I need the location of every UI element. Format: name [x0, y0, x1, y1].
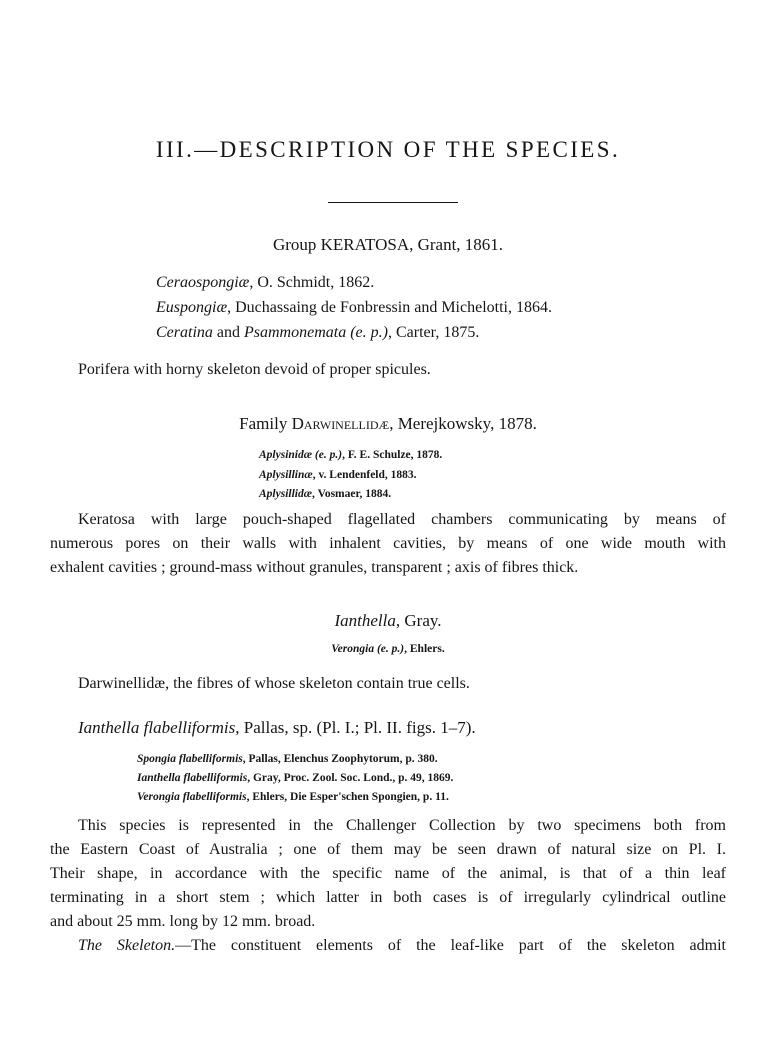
family-synonym: Aplysinidæ (e. p.), F. E. Schulze, 1878.: [259, 449, 443, 461]
species-synonym: Spongia flabelliformis, Pallas, Elenchus Zoophytorum, p. 380.: [137, 753, 438, 765]
species-description-line: and about 25 mm. long by 12 mm. broad.: [50, 913, 316, 930]
family-description-line: exhalent cavities ; ground-mass without granules, transparent ; axis of fibres thick.: [50, 559, 579, 576]
species-heading: Ianthella flabelliformis, Pallas, sp. (Pl. I.; Pl. II. figs. 1–7).: [78, 718, 476, 737]
genus-heading: Ianthella, Gray.: [334, 611, 442, 630]
genus-description: Darwinellidæ, the fibres of whose skeleton contain true cells.: [78, 675, 470, 692]
group-synonym: Ceratina and Psammonemata (e. p.), Carter, 1875.: [156, 324, 480, 341]
family-description-line: Keratosa with large pouch-shaped flagellated chambers communicating by means of: [78, 511, 726, 528]
species-description-line: Their shape, in accordance with the specific name of the animal, is that of a thin leaf: [50, 865, 726, 882]
family-synonym: Aplysillidæ, Vosmaer, 1884.: [259, 488, 392, 500]
genus-synonym: Verongia (e. p.), Ehlers.: [331, 643, 445, 655]
species-description-line: This species is represented in the Challenger Collection by two specimens both from: [78, 817, 726, 834]
family-synonym: Aplysillinæ, v. Lendenfeld, 1883.: [259, 469, 417, 481]
skeleton-paragraph: The Skeleton.—The constituent elements of the leaf-like part of the skeleton admit: [78, 937, 726, 954]
family-heading: Family Darwinellidæ, Merejkowsky, 1878.: [239, 414, 537, 433]
species-synonym: Verongia flabelliformis, Ehlers, Die Esper'schen Spongien, p. 11.: [137, 791, 449, 803]
species-description-line: the Eastern Coast of Australia ; one of them may be seen drawn of natural size on Pl. I.: [50, 841, 726, 858]
title-divider: [328, 202, 458, 203]
group-synonym: Ceraospongiæ, O. Schmidt, 1862.: [156, 274, 375, 291]
section-title: III.—DESCRIPTION OF THE SPECIES.: [155, 137, 621, 162]
group-heading: Group KERATOSA, Grant, 1861.: [272, 235, 504, 254]
species-synonym: Ianthella flabelliformis, Gray, Proc. Zool. Soc. Lond., p. 49, 1869.: [137, 772, 454, 784]
species-description-line: terminating in a short stem ; which latter in both cases is of irregularly cylindrical outline: [50, 889, 726, 906]
group-synonym: Euspongiæ, Duchassaing de Fonbressin and Michelotti, 1864.: [156, 299, 552, 316]
family-description-line: numerous pores on their walls with inhalent cavities, by means of one wide mouth with: [50, 535, 726, 552]
group-description: Porifera with horny skeleton devoid of proper spicules.: [78, 361, 431, 378]
